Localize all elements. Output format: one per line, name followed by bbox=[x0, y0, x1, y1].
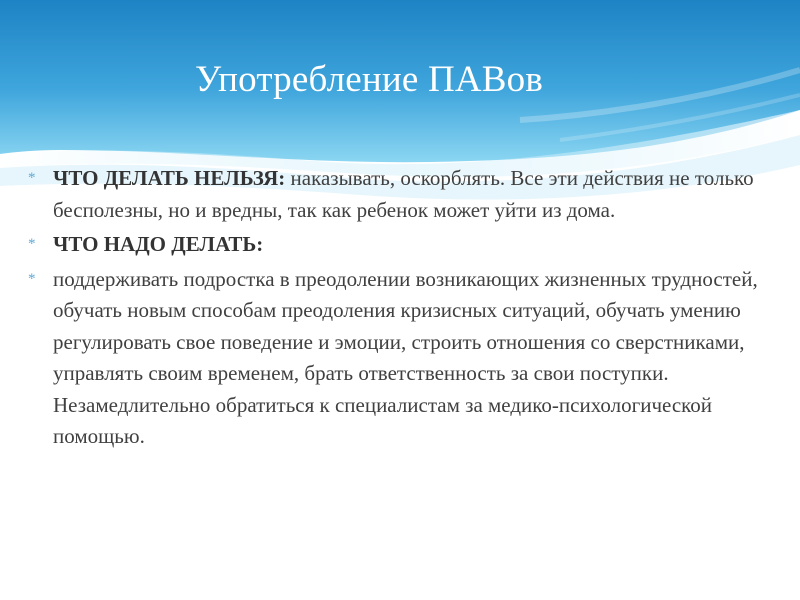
bullet-marker-icon: * bbox=[28, 236, 36, 252]
slide-title: Употребление ПАВов bbox=[195, 59, 544, 100]
bullet-list bbox=[28, 163, 780, 456]
bullet-item bbox=[28, 229, 780, 261]
bullet-heading: ЧТО НАДО ДЕЛАТЬ: bbox=[53, 232, 264, 256]
bullet-marker-icon: * bbox=[28, 270, 36, 287]
bullet-text: наказывать, оскорблять. Все эти действия не только бесполезны, но и вредны, так как ребенок может уйти из дома. bbox=[53, 166, 754, 222]
bullet-item bbox=[28, 163, 780, 226]
bullet-marker-icon: * bbox=[28, 170, 36, 186]
bullet-item bbox=[28, 264, 780, 453]
bullet-text: поддерживать подростка в преодолении возникающих жизненных трудностей, обучать новым способам преодоления кризисных ситуаций, обучать умению регулировать свое поведение и эмоции, строить отношения со сверстниками, управлять своим временем, брать ответственность за свои поступки. Незамедлительно обратиться к специалистам за медико-психологической помощью. bbox=[53, 266, 758, 448]
bullet-heading: ЧТО ДЕЛАТЬ НЕЛЬЗЯ: bbox=[53, 166, 286, 190]
